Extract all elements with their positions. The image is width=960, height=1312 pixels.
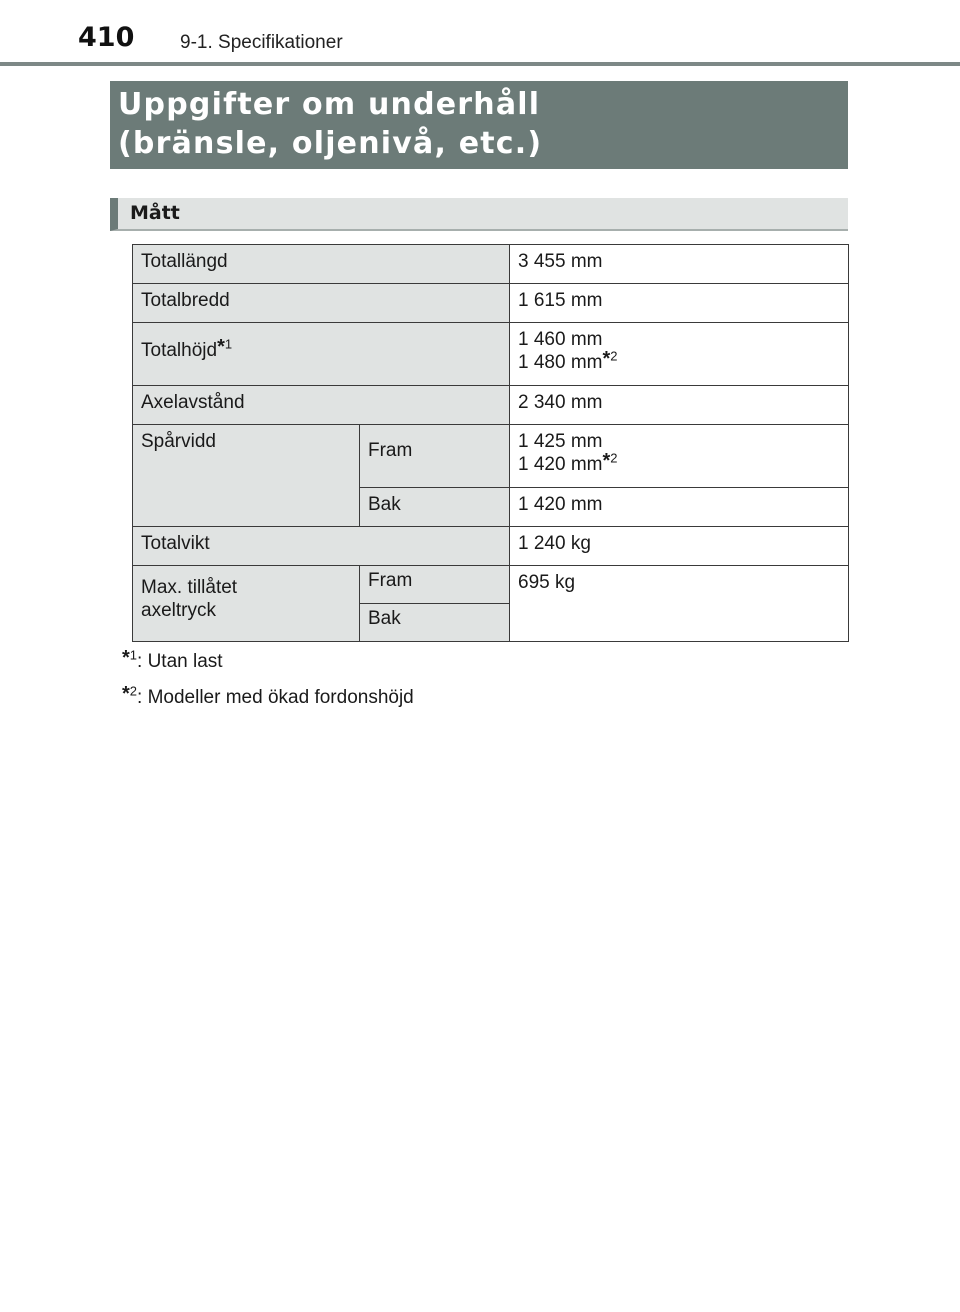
- row-label: Spårvidd: [133, 425, 360, 527]
- title-line-2: (bränsle, oljenivå, etc.): [118, 126, 543, 161]
- header-rule: [0, 62, 960, 66]
- footnote-text: : Modeller med ökad fordonshöjd: [137, 687, 414, 708]
- row-value: 3 455 mm: [510, 245, 849, 284]
- table-row: [133, 425, 849, 488]
- footnote: [122, 647, 223, 673]
- row-label: [133, 566, 360, 642]
- footnote-star: *: [122, 683, 130, 705]
- footnote-star: *: [602, 450, 611, 472]
- footnote-ref: 1: [224, 336, 233, 352]
- footnote-text: : Utan last: [137, 651, 223, 672]
- dimensions-table: [132, 244, 849, 642]
- row-label: [133, 323, 510, 386]
- table-row: [133, 386, 849, 425]
- section-heading: [110, 198, 848, 231]
- row-label: Totalvikt: [133, 527, 510, 566]
- page-title: [110, 81, 848, 169]
- row-label: Axelavstånd: [133, 386, 510, 425]
- row-label-text: Totalhöjd: [141, 340, 218, 361]
- table-row: [133, 323, 849, 386]
- table-row: [133, 527, 849, 566]
- value-line: 1 425 mm: [518, 431, 603, 452]
- section-heading-text: Mått: [130, 202, 180, 224]
- section-label: 9-1. Specifikationer: [180, 32, 343, 53]
- page-number: 410: [78, 22, 135, 53]
- table-row: [133, 245, 849, 284]
- footnote-ref: 2: [610, 450, 618, 466]
- value-text: 1 420 mm: [518, 454, 603, 475]
- row-label: Totallängd: [133, 245, 510, 284]
- row-value: 1 615 mm: [510, 284, 849, 323]
- row-sublabel: Fram: [360, 425, 510, 488]
- title-line-1: Uppgifter om underhåll: [118, 87, 541, 122]
- label-line: Max. tillåtet: [141, 577, 238, 598]
- footnote-star: *: [217, 336, 225, 358]
- label-line: axeltryck: [141, 600, 216, 621]
- row-value: 1 240 kg: [510, 527, 849, 566]
- row-value: [510, 323, 849, 386]
- footnote-ref: 2: [610, 348, 618, 364]
- value-line: [518, 450, 840, 476]
- row-sublabel: Bak: [360, 488, 510, 527]
- footnote-ref: 2: [129, 683, 138, 699]
- row-value: 2 340 mm: [510, 386, 849, 425]
- table-row: [133, 284, 849, 323]
- footnote-star: *: [602, 348, 611, 370]
- row-value: 695 kg: [510, 566, 849, 642]
- footnote-ref: 1: [129, 647, 138, 663]
- value-line: [518, 348, 840, 374]
- value-line: 1 460 mm: [518, 329, 603, 350]
- row-sublabel: Bak: [360, 604, 510, 642]
- footnote: [122, 683, 414, 709]
- row-sublabel: Fram: [360, 566, 510, 604]
- table-row: [133, 566, 849, 604]
- row-label: Totalbredd: [133, 284, 510, 323]
- row-value: [510, 425, 849, 488]
- footnote-star: *: [122, 647, 130, 669]
- value-text: 1 480 mm: [518, 352, 603, 373]
- row-value: 1 420 mm: [510, 488, 849, 527]
